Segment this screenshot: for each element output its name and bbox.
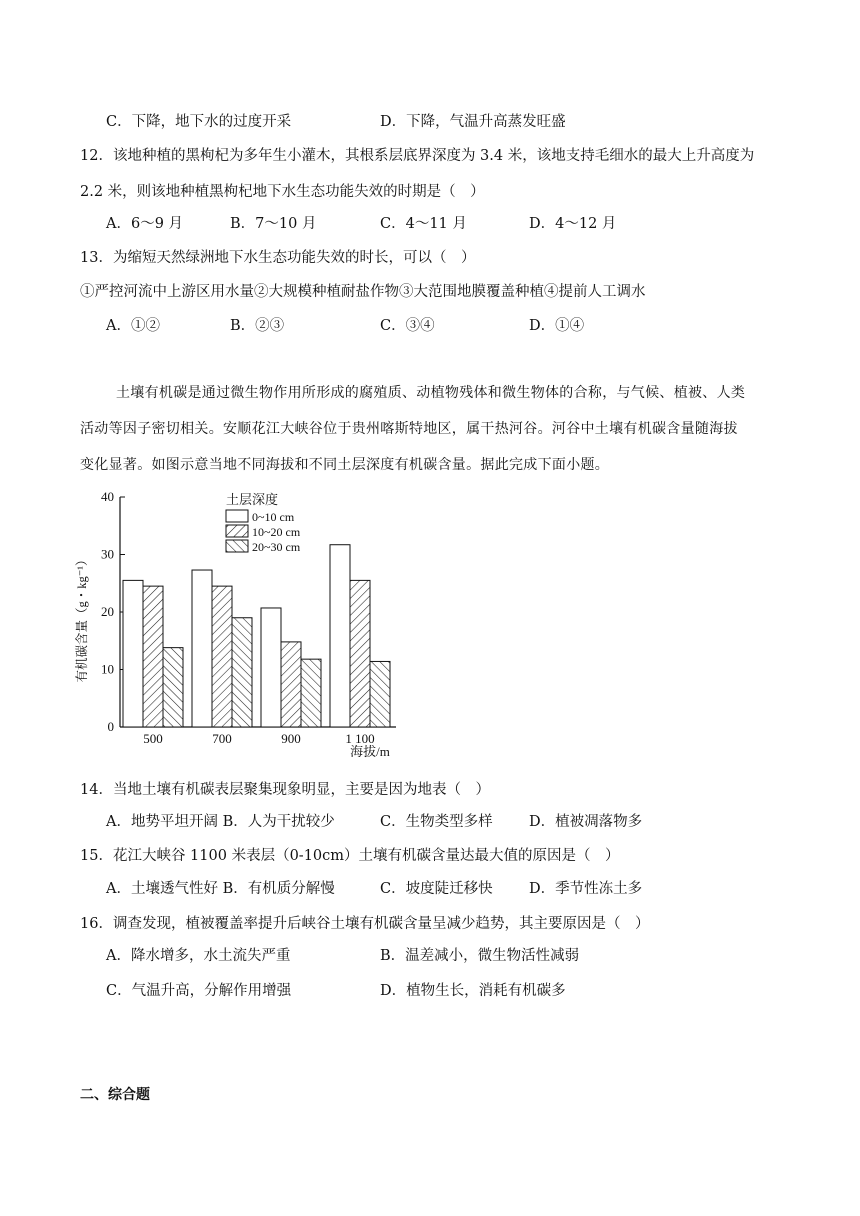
q16-option-d: D．植物生长，消耗有机碳多: [380, 983, 566, 999]
q13-items: ①严控河流中上游区用水量②大规模种植耐盐作物③大范围地膜覆盖种植④提前人工调水: [80, 284, 646, 300]
bar: [350, 580, 370, 727]
legend-swatch: [226, 540, 248, 552]
q12-stem-line1: 12．该地种植的黑枸杞为多年生小灌木，其根系层底界深度为 3.4 米，该地支持毛细水的最大上升高度为: [80, 148, 755, 164]
bar: [370, 661, 390, 727]
q14-option-c: C．生物类型多样: [380, 814, 493, 830]
q15-option-c: C．坡度陡迁移快: [380, 881, 493, 897]
bar: [143, 586, 163, 727]
x-tick-label: 700: [212, 731, 232, 746]
q14-stem: 14．当地土壤有机碳表层聚集现象明显，主要是因为地表（ ）: [80, 782, 490, 798]
legend-label: 20~30 cm: [252, 540, 301, 554]
q12-option-b: B．7～10 月: [230, 216, 317, 232]
q13-stem: 13．为缩短天然绿洲地下水生态功能失效的时长，可以（ ）: [80, 250, 476, 266]
passage-line2: 活动等因子密切相关。安顺花江大峡谷位于贵州喀斯特地区，属干热河谷。河谷中土壤有机碳含量随海拔: [80, 421, 738, 437]
y-axis-label: 有机碳含量（g・kg⁻¹）: [75, 553, 89, 683]
bar: [301, 659, 321, 727]
q14-option-ab: A．地势平坦开阔 B．人为干扰较少: [106, 814, 335, 830]
y-tick-label: 10: [101, 661, 114, 677]
q16-option-b: B．温差减小，微生物活性减弱: [380, 948, 580, 964]
q14-option-d: D．植被凋落物多: [529, 814, 643, 830]
x-tick-label: 1 100: [345, 731, 375, 746]
q12-option-c: C．4～11 月: [380, 216, 467, 232]
legend-label: 0~10 cm: [252, 510, 295, 524]
passage-line3: 变化显著。如图示意当地不同海拔和不同土层深度有机碳含量。据此完成下面小题。: [80, 457, 610, 473]
q13-option-d: D．①④: [529, 318, 585, 334]
q15-option-ab: A．土壤透气性好 B．有机质分解慢: [106, 881, 335, 897]
legend-title: 土层深度: [226, 492, 279, 507]
y-tick-label: 20: [101, 604, 114, 619]
q12-stem-line2: 2.2 米，则该地种植黑枸杞地下水生态功能失效的时期是（ ）: [80, 184, 485, 200]
q13-option-b: B．②③: [230, 318, 285, 334]
bar: [261, 608, 281, 727]
y-tick-label: 0: [107, 719, 114, 734]
q15-option-d: D．季节性冻土多: [529, 881, 643, 897]
legend-label: 10~20 cm: [252, 525, 301, 539]
q13-option-a: A．①②: [106, 318, 160, 334]
bar: [330, 545, 350, 727]
bar: [163, 648, 183, 727]
x-axis-label: 海拔/m: [350, 744, 390, 759]
q16-option-a: A．降水增多，水土流失严重: [106, 948, 291, 964]
bar: [232, 618, 252, 727]
q16-stem: 16．调查发现，植被覆盖率提升后峡谷土壤有机碳含量呈减少趋势，其主要原因是（ ）: [80, 916, 650, 932]
passage-line1: 土壤有机碳是通过微生物作用所形成的腐殖质、动植物残体和微生物体的合称，与气候、植被、人类: [116, 385, 746, 401]
q13-option-c: C．③④: [380, 318, 435, 334]
bar: [123, 580, 143, 727]
x-tick-label: 900: [281, 731, 301, 746]
q12-option-d: D．4～12 月: [529, 216, 617, 232]
y-tick-label: 30: [101, 546, 114, 562]
y-tick-label: 40: [101, 489, 114, 504]
legend-swatch: [226, 525, 248, 537]
x-tick-label: 500: [143, 731, 163, 746]
q16-option-c: C．气温升高，分解作用增强: [106, 983, 292, 999]
section-title: 二、综合题: [80, 1087, 150, 1103]
q11-option-d: D．下降，气温升高蒸发旺盛: [380, 114, 566, 130]
q15-stem: 15．花江大峡谷 1100 米表层（0-10cm）土壤有机碳含量达最大值的原因是（ ）: [80, 848, 620, 864]
bar: [192, 570, 212, 727]
bar: [212, 586, 232, 727]
organic-carbon-bar-chart: [70, 488, 410, 764]
q11-option-c: C．下降，地下水的过度开采: [106, 114, 292, 130]
bar: [281, 642, 301, 727]
reading-passage: [80, 375, 780, 483]
q12-option-a: A．6～9 月: [106, 216, 184, 232]
legend-swatch: [226, 510, 248, 522]
